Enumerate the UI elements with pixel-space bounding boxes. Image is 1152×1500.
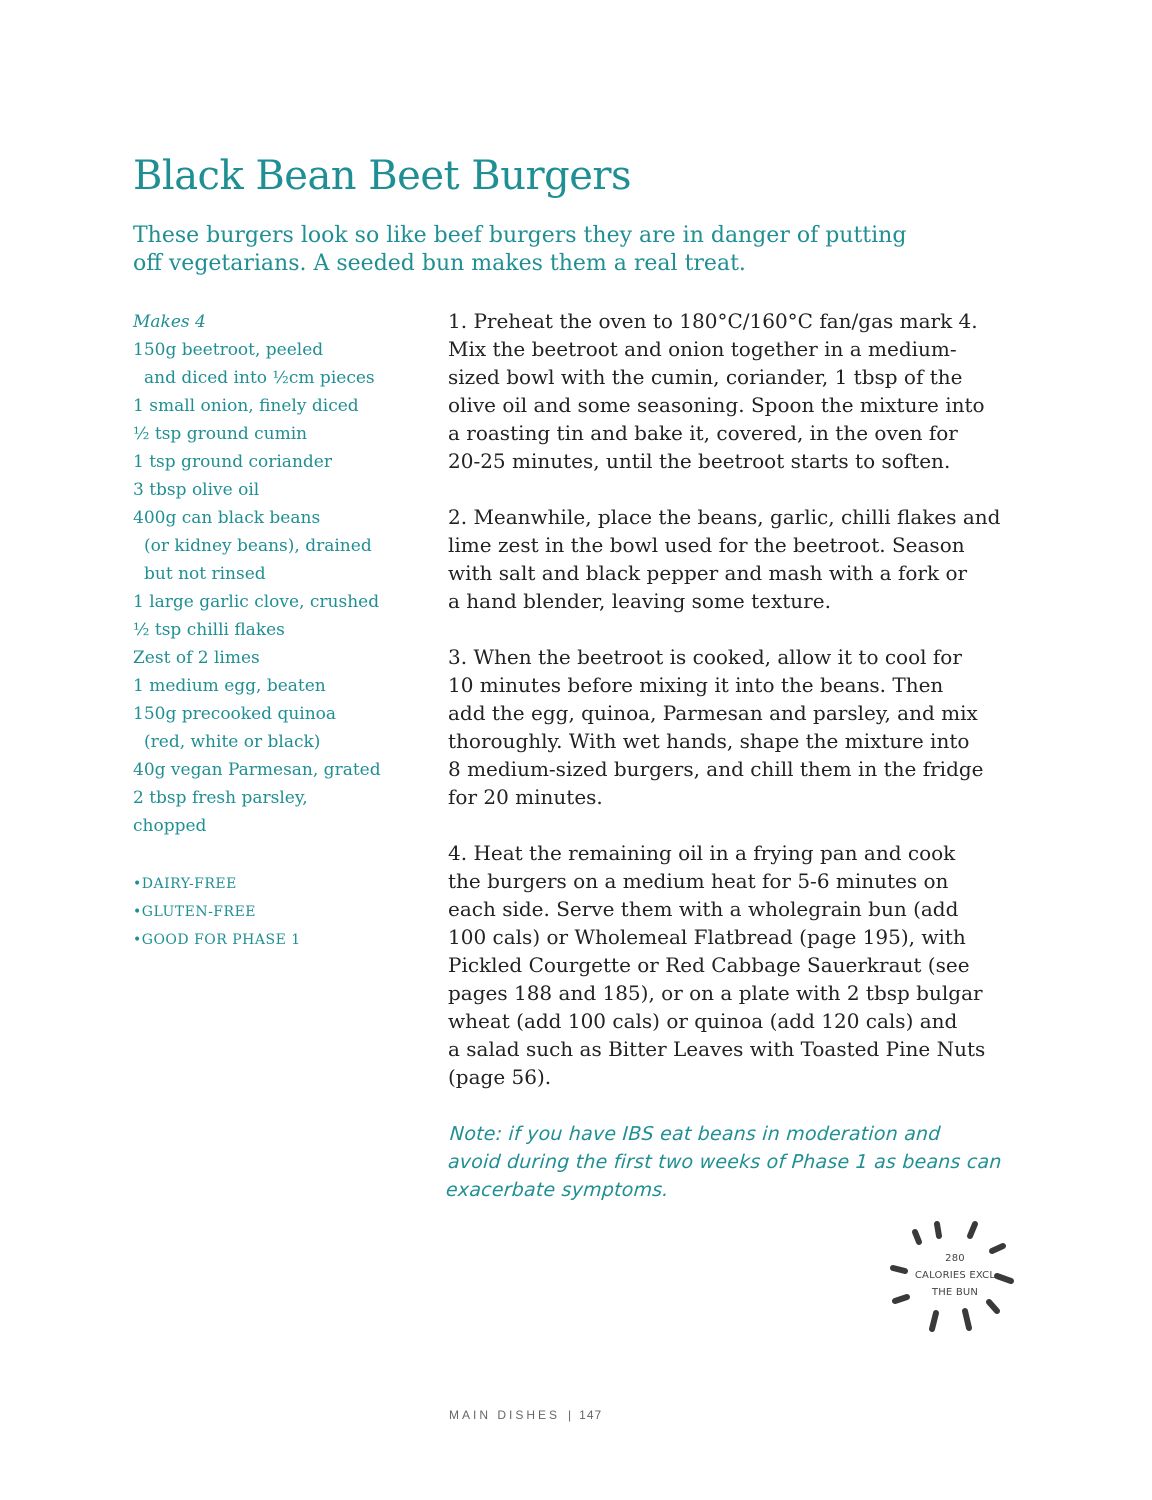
ingredient: 40g vegan Parmesan, grated (133, 760, 381, 780)
calorie-label: THE BUN (931, 1287, 979, 1298)
page-footer (449, 1408, 602, 1422)
step-line: wheat (add 100 cals) or quinoa (add 120 cals) and (448, 1009, 958, 1033)
step-line: a hand blender, leaving some texture. (448, 589, 831, 613)
diet-tag: •GLUTEN-FREE (133, 904, 257, 920)
step-line: thoroughly. With wet hands, shape the mixture into (448, 729, 970, 753)
ingredient: 1 medium egg, beaten (133, 676, 326, 696)
step-line: a salad such as Bitter Leaves with Toasted Pine Nuts (448, 1037, 986, 1061)
recipe-title: Black Bean Beet Burgers (133, 153, 632, 199)
calorie-badge (885, 1218, 1025, 1338)
ingredient: and diced into ½cm pieces (144, 368, 375, 388)
step-line: 4. Heat the remaining oil in a frying pan and cook (448, 841, 956, 865)
ingredient: ½ tsp chilli flakes (133, 620, 285, 640)
step-line: for 20 minutes. (448, 785, 603, 809)
ingredient: (or kidney beans), drained (144, 536, 372, 556)
ingredient: 1 small onion, finely diced (133, 396, 359, 416)
step-line: pages 188 and 185), or on a plate with 2 tbsp bulgar (448, 981, 983, 1005)
step-line: add the egg, quinoa, Parmesan and parsley, and mix (448, 701, 978, 725)
ingredient: but not rinsed (144, 564, 266, 584)
step-line: 100 cals) or Wholemeal Flatbread (page 195), with (448, 925, 966, 949)
diet-tag: •DAIRY-FREE (133, 876, 237, 892)
step-line: a roasting tin and bake it, covered, in the oven for (448, 421, 958, 445)
calorie-text (905, 1250, 1005, 1301)
intro-line: off vegetarians. A seeded bun makes them a real treat. (133, 251, 746, 276)
step-line: 2. Meanwhile, place the beans, garlic, chilli flakes and (448, 505, 1001, 529)
diet-tag: •GOOD FOR PHASE 1 (133, 932, 301, 948)
step-line: each side. Serve them with a wholegrain bun (add (448, 897, 959, 921)
method-step-2 (448, 503, 1028, 615)
note-line: avoid during the first two weeks of Phase 1 as beans can (447, 1151, 1003, 1173)
ingredient: 150g beetroot, peeled (133, 340, 324, 360)
ingredient: ½ tsp ground cumin (133, 424, 308, 444)
step-line: olive oil and some seasoning. Spoon the mixture into (448, 393, 985, 417)
section-name: MAIN DISHES (449, 1408, 561, 1422)
note-line: Note: if you have IBS eat beans in moderation and (449, 1123, 942, 1145)
ibs-note (445, 1120, 1011, 1204)
ingredient: 2 tbsp fresh parsley, (133, 788, 308, 808)
ingredients-list (133, 308, 433, 840)
ingredient: (red, white or black) (144, 732, 321, 752)
makes-yield: Makes 4 (133, 312, 206, 332)
step-line: Mix the beetroot and onion together in a medium- (448, 337, 957, 361)
page-number: 147 (579, 1408, 603, 1422)
ingredient: chopped (133, 816, 207, 836)
step-line: sized bowl with the cumin, coriander, 1 tbsp of the (448, 365, 963, 389)
step-line: 8 medium-sized burgers, and chill them in the fridge (448, 757, 984, 781)
ingredient: Zest of 2 limes (133, 648, 260, 668)
step-line: with salt and black pepper and mash with a fork or (448, 561, 968, 585)
recipe-intro (133, 222, 953, 278)
step-line: (page 56). (448, 1065, 552, 1089)
step-line: lime zest in the bowl used for the beetroot. Season (448, 533, 965, 557)
method-steps (448, 307, 1028, 1119)
calorie-count: 280 (945, 1253, 965, 1264)
ingredient: 150g precooked quinoa (133, 704, 337, 724)
method-step-1 (448, 307, 1028, 475)
step-line: the burgers on a medium heat for 5-6 minutes on (448, 869, 949, 893)
method-step-4 (448, 839, 1028, 1091)
calorie-label: CALORIES EXCL (914, 1270, 996, 1281)
step-line: Pickled Courgette or Red Cabbage Sauerkraut (see (448, 953, 970, 977)
intro-line: These burgers look so like beef burgers they are in danger of putting (133, 223, 907, 248)
step-line: 1. Preheat the oven to 180°C/160°C fan/gas mark 4. (448, 309, 978, 333)
diet-tags (133, 870, 433, 954)
ingredient: 1 large garlic clove, crushed (133, 592, 380, 612)
note-line: exacerbate symptoms. (445, 1179, 670, 1201)
step-line: 3. When the beetroot is cooked, allow it to cool for (448, 645, 962, 669)
ingredient: 3 tbsp olive oil (133, 480, 260, 500)
footer-separator: | (568, 1408, 572, 1422)
ingredient: 1 tsp ground coriander (133, 452, 332, 472)
step-line: 20-25 minutes, until the beetroot starts to soften. (448, 449, 951, 473)
method-step-3 (448, 643, 1028, 811)
step-line: 10 minutes before mixing it into the beans. Then (448, 673, 944, 697)
ingredient: 400g can black beans (133, 508, 321, 528)
